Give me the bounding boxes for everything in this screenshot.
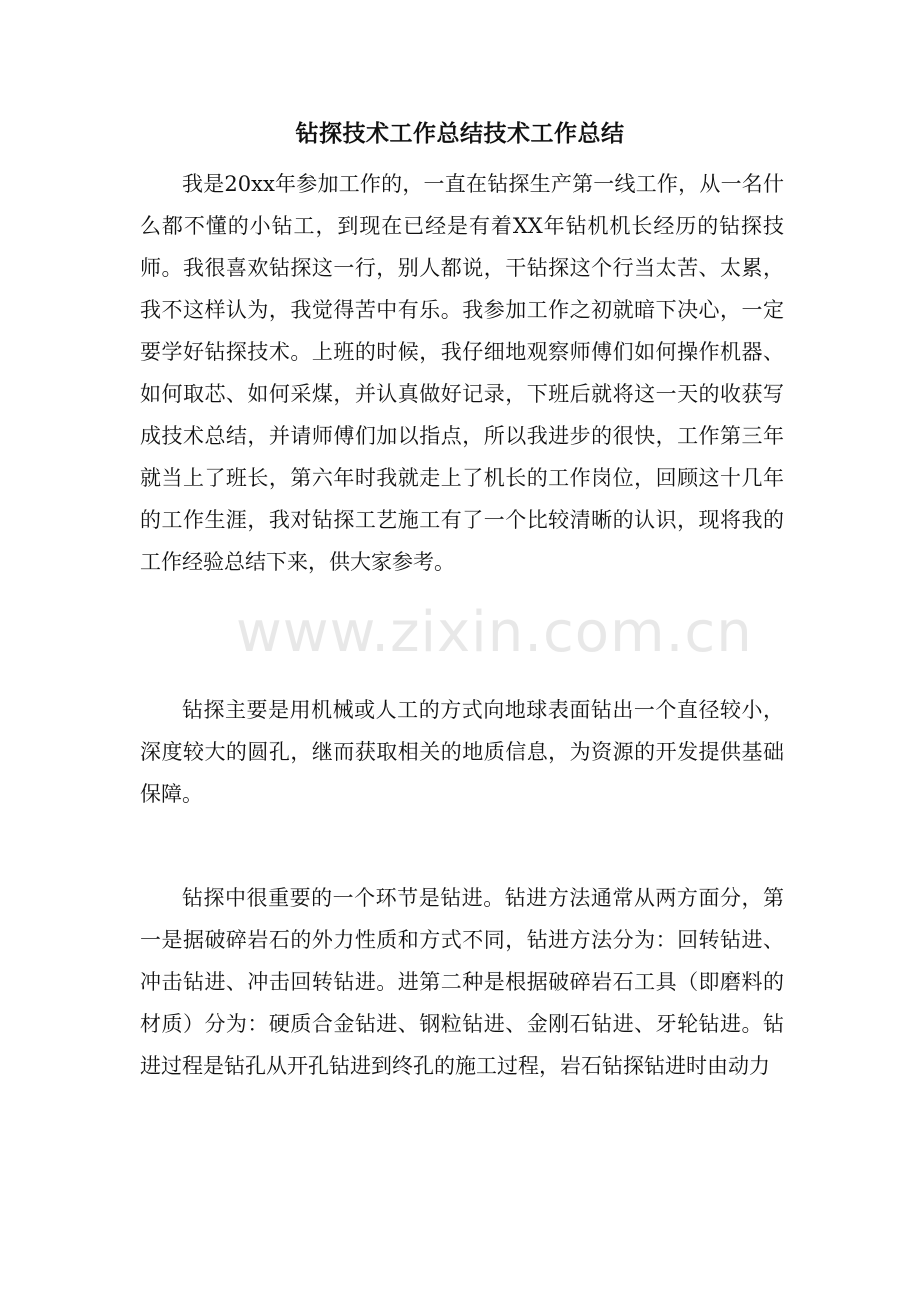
document-title: 钻探技术工作总结技术工作总结	[295, 120, 625, 147]
paragraph-drilling-methods: 钻探中很重要的一个环节是钻进。钻进方法通常从两方面分，第一是据破碎岩石的外力性质和方式不同，钻进方法分为：回转钻进、冲击钻进、冲击回转钻进。进第二种是根据破碎岩石工具（即磨料的材质）分为：硬质合金钻进、钢粒钻进、金刚石钻进、牙轮钻进。钻进过程是钻孔从开孔钻进到终孔的施工过程，岩石钻探钻进时由动力	[140, 886, 784, 1078]
paragraph-intro: 我是20xx年参加工作的，一直在钻探生产第一线工作，从一名什么都不懂的小钻工，到现在已经是有着XX年钻机机长经历的钻探技师。我很喜欢钻探这一行，别人都说，干钻探这个行当太苦、太累，我不这样认为，我觉得苦中有乐。我参加工作之初就暗下决心，一定要学好钻探技术。上班的时候，我仔细地观察师傅们如何操作机器、如何取芯、如何采煤，并认真做好记录，下班后就将这一天的收获写成技术总结，并请师傅们加以指点，所以我进步的很快，工作第三年就当上了班长，第六年时我就走上了机长的工作岗位，回顾这十几年的工作生涯，我对钻探工艺施工有了一个比较清晰的认识，现将我的工作经验总结下来，供大家参考。	[140, 172, 784, 574]
paragraph-drilling-definition: 钻探主要是用机械或人工的方式向地球表面钻出一个直径较小，深度较大的圆孔，继而获取相关的地质信息，为资源的开发提供基础保障。	[140, 698, 784, 806]
watermark: www.zixin.com.cn	[236, 600, 753, 665]
